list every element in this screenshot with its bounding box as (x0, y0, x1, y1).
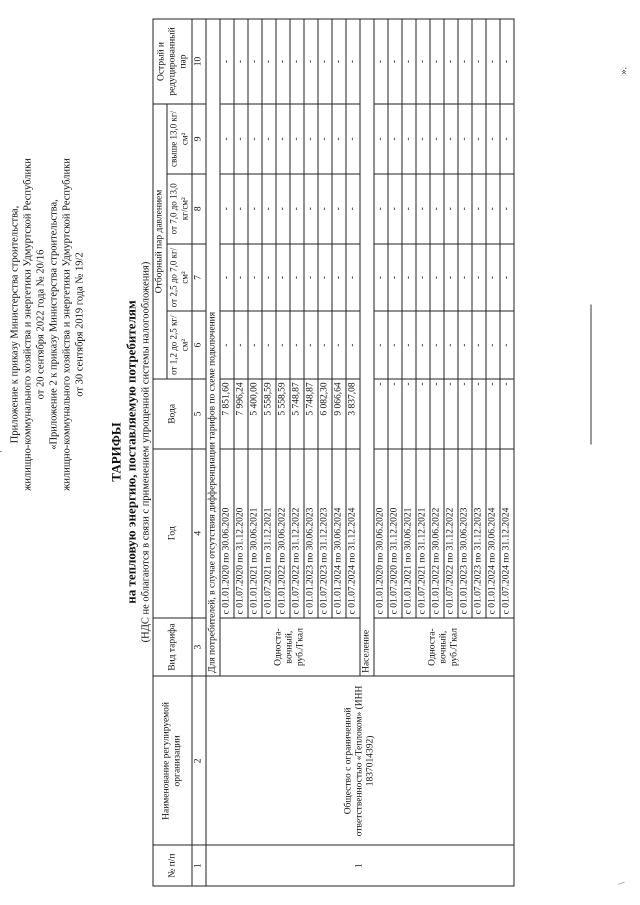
dash-cell: - (234, 104, 248, 174)
dash-cell: - (486, 244, 500, 312)
period-cell: с 01.07.2023 по 31.12.2023 (472, 449, 486, 618)
dash-cell: - (248, 104, 262, 174)
water-value: 5 748,87 (290, 379, 304, 449)
section-title: Для потребителей, в случае отсутствия дифференциации тарифов по схеме подключения (206, 19, 220, 676)
dash-cell: - (318, 104, 332, 174)
dash-cell: - (458, 244, 472, 312)
period-cell: с 01.07.2024 по 31.12.2024 (500, 449, 514, 618)
dash-cell: - (262, 104, 276, 174)
dash-cell: - (332, 244, 346, 312)
dash-cell: - (472, 311, 486, 379)
dash-cell: - (500, 19, 514, 104)
col-number: 9 (192, 104, 206, 174)
dash-cell: - (234, 311, 248, 379)
period-cell: с 01.01.2020 по 30.06.2020 (220, 449, 234, 618)
dash-cell: - (346, 19, 360, 104)
tariff-table (153, 19, 515, 887)
water-value: - (416, 379, 430, 449)
dash-cell: - (458, 174, 472, 244)
period-cell: с 01.07.2023 по 31.12.2023 (318, 449, 332, 618)
water-value: 7 851,60 (220, 379, 234, 449)
header-line-2: жилищно-коммунального хозяйства и энергетики Удмуртской Республики (22, 158, 34, 491)
dash-cell: - (262, 174, 276, 244)
dash-cell: - (472, 174, 486, 244)
dash-cell: - (220, 244, 234, 312)
dash-cell: - (472, 19, 486, 104)
header-year: Год (153, 449, 192, 618)
header-line-4: «Приложение 2 к приказу Министерства строительства, (48, 199, 60, 450)
header-water: Вода (153, 379, 192, 449)
rotated-content (1, 0, 640, 905)
dash-cell: - (374, 311, 388, 379)
header-kind: Вид тарифа (153, 618, 192, 677)
dash-cell: - (402, 244, 416, 312)
period-cell: с 01.07.2020 по 31.12.2020 (388, 449, 402, 618)
dash-cell: - (346, 244, 360, 312)
dash-cell: - (430, 174, 444, 244)
water-value: 7 996,24 (234, 379, 248, 449)
water-value: - (430, 379, 444, 449)
dash-cell: - (290, 311, 304, 379)
dash-cell: - (500, 311, 514, 379)
period-cell: с 01.07.2021 по 31.12.2021 (416, 449, 430, 618)
period-cell: с 01.07.2020 по 31.12.2020 (234, 449, 248, 618)
dash-cell: - (248, 244, 262, 312)
dash-cell: - (304, 104, 318, 174)
dash-cell: - (220, 104, 234, 174)
water-value: - (472, 379, 486, 449)
water-value: 9 066,64 (332, 379, 346, 449)
dash-cell: - (318, 311, 332, 379)
column-number-row (192, 19, 206, 886)
water-value: 5 558,59 (262, 379, 276, 449)
dash-cell: - (332, 19, 346, 104)
organization-name: Общество с ограниченной ответственностью «Теплоком» (ИНН 1837014392) (206, 676, 514, 845)
vat-note: (НДС не облагаются в связи с применением упрощенной системы налогообложения) (140, 261, 152, 643)
dash-cell: - (388, 311, 402, 379)
header-pressure-3: от 7,0 до 13,0 кг/см² (167, 174, 192, 244)
col-number: 3 (192, 618, 206, 677)
dash-cell: - (290, 244, 304, 312)
dash-cell: - (402, 19, 416, 104)
header-pressure-2: от 2,5 до 7,0 кг/см² (167, 244, 192, 312)
title-line-1: ТАРИФЫ (108, 422, 124, 482)
dash-cell: - (500, 244, 514, 312)
header-pressure-1: от 1,2 до 2,5 кг/см² (167, 311, 192, 379)
period-cell: с 01.01.2021 по 30.06.2021 (248, 449, 262, 618)
header-sharp-steam: Острый и редуцированный пар (153, 19, 192, 104)
dash-cell: - (388, 104, 402, 174)
dash-cell: - (234, 244, 248, 312)
dash-cell: - (444, 311, 458, 379)
dash-cell: - (346, 311, 360, 379)
dash-cell: - (444, 174, 458, 244)
header-line-5: жилищно-коммунального хозяйства и энергетики Удмуртской Республики (61, 158, 73, 491)
dash-cell: - (430, 19, 444, 104)
water-value: 6 082,30 (318, 379, 332, 449)
dash-cell: - (374, 104, 388, 174)
dash-cell: - (486, 174, 500, 244)
dash-cell: - (276, 174, 290, 244)
dash-cell: - (346, 174, 360, 244)
dash-cell: - (430, 104, 444, 174)
dash-cell: - (332, 174, 346, 244)
dash-cell: - (290, 19, 304, 104)
dash-cell: - (290, 104, 304, 174)
section-row (206, 19, 220, 886)
dash-cell: - (304, 311, 318, 379)
dash-cell: - (276, 104, 290, 174)
period-cell: с 01.01.2023 по 30.06.2023 (304, 449, 318, 618)
dash-cell: - (374, 19, 388, 104)
dash-cell: - (220, 311, 234, 379)
dash-cell: - (276, 311, 290, 379)
dash-cell: - (416, 174, 430, 244)
dash-cell: - (276, 244, 290, 312)
dash-cell: - (486, 19, 500, 104)
header-line-1: Приложение к приказу Министерства строительства, (9, 205, 21, 444)
period-cell: с 01.01.2021 по 30.06.2021 (402, 449, 416, 618)
water-value: 5 748,87 (304, 379, 318, 449)
water-value: - (458, 379, 472, 449)
dash-cell: - (430, 311, 444, 379)
document-title (109, 0, 139, 905)
dash-cell: - (220, 174, 234, 244)
period-cell: с 01.07.2021 по 31.12.2021 (262, 449, 276, 618)
water-value: - (402, 379, 416, 449)
period-cell: с 01.07.2022 по 31.12.2022 (444, 449, 458, 618)
dash-cell: - (388, 174, 402, 244)
dash-cell: - (388, 244, 402, 312)
dash-cell: - (248, 19, 262, 104)
dash-cell: - (416, 244, 430, 312)
dash-cell: - (402, 311, 416, 379)
period-cell: с 01.07.2024 по 31.12.2024 (346, 449, 360, 618)
scan-mark: \ (616, 881, 627, 885)
tariff-kind: Односта-вочный, руб./Гкал (374, 618, 514, 677)
water-value: 5 558,59 (276, 379, 290, 449)
dash-cell: - (500, 104, 514, 174)
header-num: № п/п (153, 845, 192, 886)
period-cell: с 01.01.2020 по 30.06.2020 (374, 449, 388, 618)
water-value: - (388, 379, 402, 449)
dash-cell: - (402, 174, 416, 244)
header-pressure-4: свыше 13,0 кг/см² (167, 104, 192, 174)
dash-cell: - (416, 311, 430, 379)
dash-cell: - (304, 244, 318, 312)
dash-cell: - (276, 19, 290, 104)
dash-cell: - (416, 104, 430, 174)
col-number: 7 (192, 244, 206, 312)
section-title: Население (360, 19, 374, 676)
period-cell: с 01.01.2022 по 30.06.2022 (430, 449, 444, 618)
tariff-kind: Односта-вочный, руб./Гкал (220, 618, 360, 677)
dash-cell: - (388, 19, 402, 104)
col-number: 10 (192, 19, 206, 104)
col-number: 6 (192, 311, 206, 379)
dash-cell: - (444, 19, 458, 104)
water-value: - (374, 379, 388, 449)
col-number: 2 (192, 676, 206, 845)
dash-cell: - (402, 104, 416, 174)
dash-cell: - (304, 174, 318, 244)
water-value: - (500, 379, 514, 449)
dash-cell: - (458, 19, 472, 104)
water-value: 5 400,00 (248, 379, 262, 449)
dash-cell: - (220, 19, 234, 104)
dash-cell: - (444, 104, 458, 174)
dash-cell: - (346, 104, 360, 174)
dash-cell: - (248, 174, 262, 244)
dash-cell: - (472, 244, 486, 312)
header-line-6: от 30 сентября 2019 года № 19/2 (74, 252, 86, 397)
period-cell: с 01.01.2024 по 30.06.2024 (332, 449, 346, 618)
dash-cell: - (304, 19, 318, 104)
dash-cell: - (430, 244, 444, 312)
dash-cell: - (262, 19, 276, 104)
dash-cell: - (262, 311, 276, 379)
header-org: Наименование регулируемой организации (153, 676, 192, 845)
dash-cell: - (262, 244, 276, 312)
col-number: 5 (192, 379, 206, 449)
dash-cell: - (318, 19, 332, 104)
dash-cell: - (500, 174, 514, 244)
header-line-3: от 20 сентября 2022 года № 20/16 (35, 249, 47, 400)
title-line-2: на тепловую энергию, поставляемую потребителям (123, 300, 139, 604)
dash-cell: - (374, 244, 388, 312)
water-value: - (486, 379, 500, 449)
water-value: 3 837,08 (346, 379, 360, 449)
col-number: 1 (192, 845, 206, 886)
dash-cell: - (458, 104, 472, 174)
dash-cell: - (416, 19, 430, 104)
signature-line (591, 305, 592, 445)
col-number: 8 (192, 174, 206, 244)
period-cell: с 01.01.2024 по 30.06.2024 (486, 449, 500, 618)
dash-cell: - (374, 174, 388, 244)
table-header-row-1 (153, 19, 167, 886)
appendix-header (9, 5, 87, 645)
scan-mark (0, 451, 9, 453)
dash-cell: - (472, 104, 486, 174)
dash-cell: - (290, 174, 304, 244)
dash-cell: - (234, 19, 248, 104)
row-number: 1 (206, 845, 514, 886)
dash-cell: - (444, 244, 458, 312)
period-cell: с 01.01.2023 по 30.06.2023 (458, 449, 472, 618)
period-cell: с 01.07.2022 по 31.12.2022 (290, 449, 304, 618)
dash-cell: - (332, 311, 346, 379)
header-steam-group: Отборный пар давлением (153, 104, 167, 379)
dash-cell: - (248, 311, 262, 379)
water-value: - (444, 379, 458, 449)
closing-quote: ». (618, 67, 630, 75)
dash-cell: - (486, 311, 500, 379)
col-number: 4 (192, 449, 206, 618)
period-cell: с 01.01.2022 по 30.06.2022 (276, 449, 290, 618)
dash-cell: - (486, 104, 500, 174)
dash-cell: - (234, 174, 248, 244)
dash-cell: - (318, 174, 332, 244)
dash-cell: - (318, 244, 332, 312)
dash-cell: - (458, 311, 472, 379)
dash-cell: - (332, 104, 346, 174)
